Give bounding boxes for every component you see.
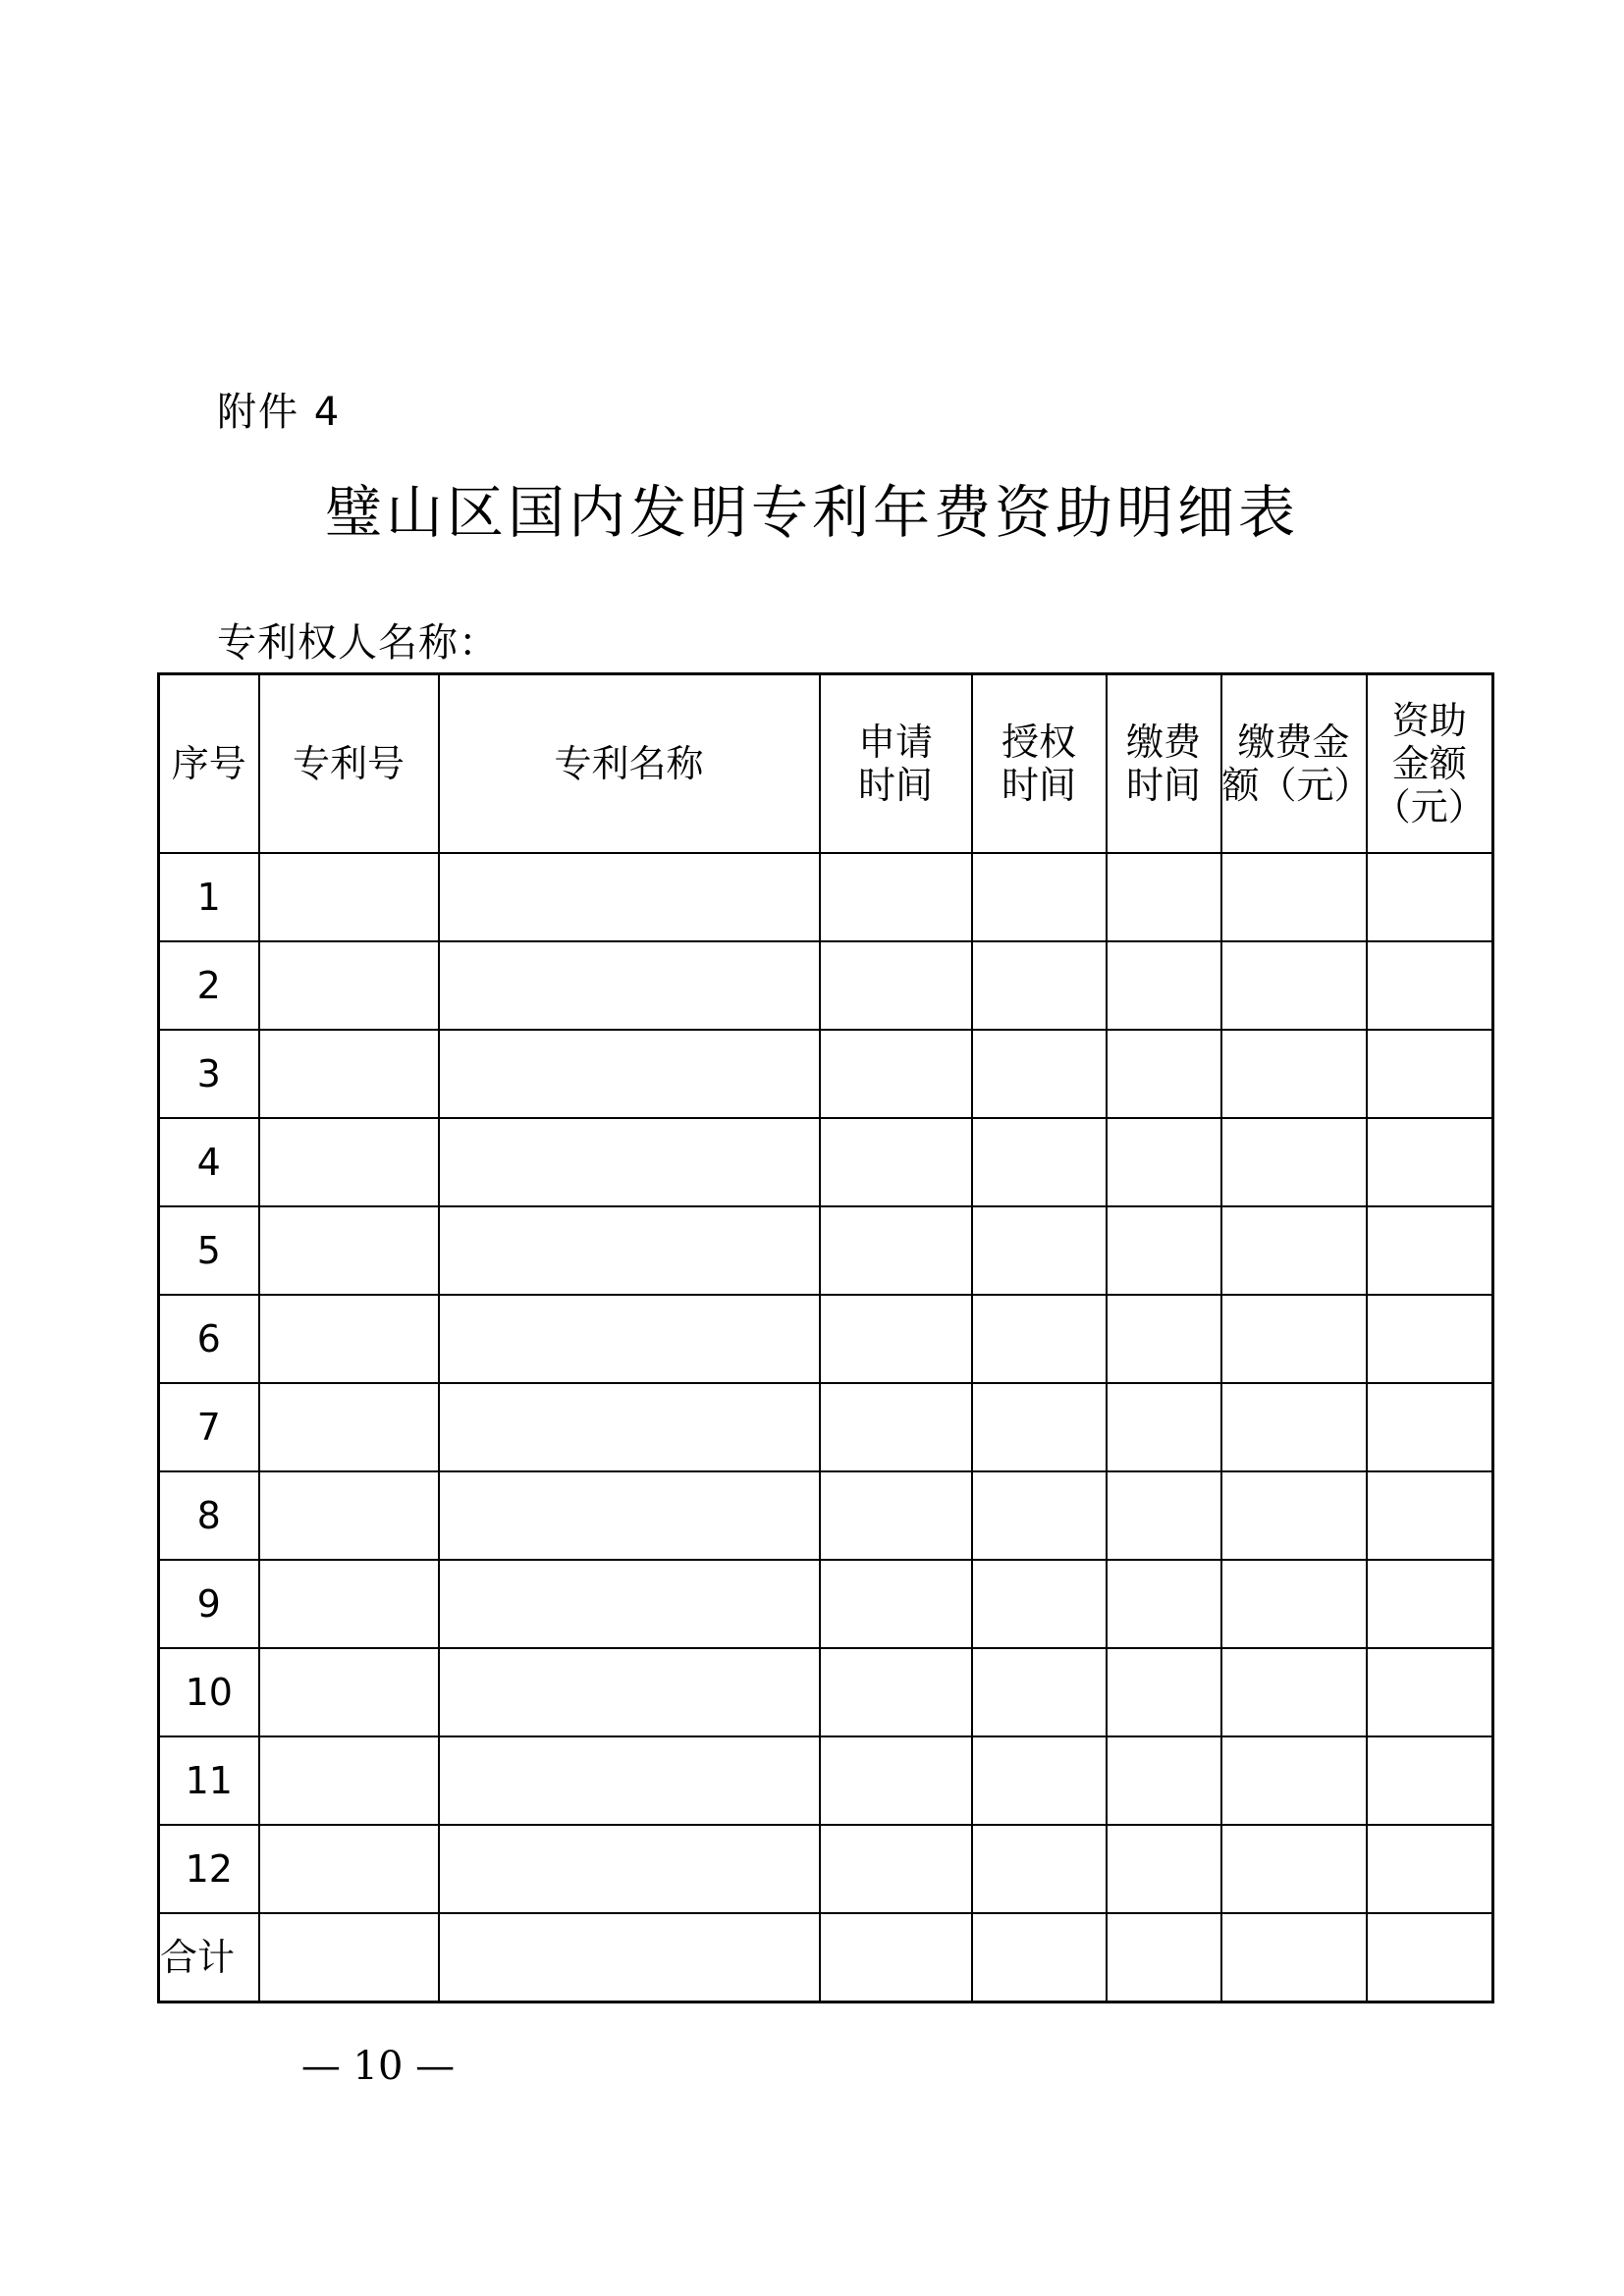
- serial-number-cell: 11: [159, 1736, 259, 1825]
- payment-time-cell[interactable]: [1107, 941, 1221, 1030]
- subsidy-amount-cell[interactable]: [1367, 1383, 1493, 1471]
- serial-number-cell: 5: [159, 1206, 259, 1295]
- patent-holder-label: 专利权人名称：: [217, 620, 499, 666]
- serial-number-cell: 12: [159, 1825, 259, 1913]
- header-line: （元）: [1373, 785, 1486, 828]
- serial-number-cell: 4: [159, 1118, 259, 1206]
- attachment-label: 附件 4: [217, 390, 342, 435]
- payment-amount-cell[interactable]: [1221, 1030, 1367, 1118]
- payment-time-cell[interactable]: [1107, 1736, 1221, 1825]
- patent-number-cell[interactable]: [259, 1206, 439, 1295]
- total-application-time-cell[interactable]: [820, 1913, 972, 2002]
- table-row: [159, 1206, 1493, 1295]
- payment-amount-cell[interactable]: [1221, 1736, 1367, 1825]
- payment-time-cell[interactable]: [1107, 1295, 1221, 1383]
- header-serial-number: [159, 674, 259, 854]
- grant-time-cell[interactable]: [972, 1383, 1107, 1471]
- payment-amount-cell[interactable]: [1221, 853, 1367, 941]
- payment-amount-cell[interactable]: [1221, 1648, 1367, 1736]
- header-line: 额（元）: [1221, 764, 1372, 807]
- grant-time-cell[interactable]: [972, 1206, 1107, 1295]
- header-application-time: [820, 674, 972, 854]
- header-line: 金额: [1391, 742, 1467, 785]
- total-label-cell: 合计: [159, 1913, 259, 2002]
- payment-amount-cell[interactable]: [1221, 941, 1367, 1030]
- payment-time-cell[interactable]: [1107, 1560, 1221, 1648]
- table-row: [159, 1118, 1493, 1206]
- table-row: [159, 853, 1493, 941]
- header-patent-name: [439, 674, 820, 854]
- serial-number-cell: 3: [159, 1030, 259, 1118]
- patent-name-cell[interactable]: [439, 941, 820, 1030]
- table-row: [159, 1736, 1493, 1825]
- subsidy-amount-cell[interactable]: [1367, 1206, 1493, 1295]
- subsidy-amount-cell[interactable]: [1367, 1560, 1493, 1648]
- grant-time-cell[interactable]: [972, 1825, 1107, 1913]
- application-time-cell[interactable]: [820, 1736, 972, 1825]
- serial-number-cell: 2: [159, 941, 259, 1030]
- table-row: [159, 1560, 1493, 1648]
- application-time-cell[interactable]: [820, 1206, 972, 1295]
- payment-amount-cell[interactable]: [1221, 1206, 1367, 1295]
- application-time-cell[interactable]: [820, 1030, 972, 1118]
- payment-amount-cell[interactable]: [1221, 1383, 1367, 1471]
- subsidy-amount-cell[interactable]: [1367, 941, 1493, 1030]
- total-payment-time-cell[interactable]: [1107, 1913, 1221, 2002]
- header-line: 缴费: [1125, 721, 1201, 764]
- payment-amount-cell[interactable]: [1221, 1471, 1367, 1560]
- total-row: [159, 1913, 1493, 2002]
- patent-number-cell[interactable]: [259, 1118, 439, 1206]
- header-line: 申请: [857, 721, 933, 764]
- total-subsidy-amount-cell[interactable]: [1367, 1913, 1493, 2002]
- application-time-cell[interactable]: [820, 941, 972, 1030]
- grant-time-cell[interactable]: [972, 853, 1107, 941]
- page-number: — 10 —: [300, 2044, 456, 2089]
- patent-name-cell[interactable]: [439, 1295, 820, 1383]
- header-line: 专利名称: [554, 742, 704, 785]
- patent-name-cell[interactable]: [439, 1648, 820, 1736]
- patent-name-cell[interactable]: [439, 1383, 820, 1471]
- table-row: [159, 1295, 1493, 1383]
- patent-name-cell[interactable]: [439, 1471, 820, 1560]
- patent-name-cell[interactable]: [439, 1118, 820, 1206]
- payment-amount-cell[interactable]: [1221, 1560, 1367, 1648]
- payment-time-cell[interactable]: [1107, 1118, 1221, 1206]
- header-payment-time: [1107, 674, 1221, 854]
- patent-number-cell[interactable]: [259, 853, 439, 941]
- patent-number-cell[interactable]: [259, 1383, 439, 1471]
- patent-number-cell[interactable]: [259, 1825, 439, 1913]
- table-row: [159, 1648, 1493, 1736]
- patent-number-cell[interactable]: [259, 1648, 439, 1736]
- payment-time-cell[interactable]: [1107, 1648, 1221, 1736]
- total-patent-number-cell[interactable]: [259, 1913, 439, 2002]
- grant-time-cell[interactable]: [972, 1736, 1107, 1825]
- header-line: 时间: [1125, 764, 1201, 807]
- table-row: [159, 1030, 1493, 1118]
- subsidy-amount-cell[interactable]: [1367, 1471, 1493, 1560]
- header-line: 专利号: [292, 742, 405, 785]
- patent-number-cell[interactable]: [259, 1736, 439, 1825]
- total-grant-time-cell[interactable]: [972, 1913, 1107, 2002]
- payment-amount-cell[interactable]: [1221, 1295, 1367, 1383]
- table-header-row: [159, 674, 1493, 854]
- grant-time-cell[interactable]: [972, 941, 1107, 1030]
- subsidy-amount-cell[interactable]: [1367, 1825, 1493, 1913]
- header-line: 资助: [1391, 699, 1467, 742]
- payment-time-cell[interactable]: [1107, 1206, 1221, 1295]
- table-row: [159, 1383, 1493, 1471]
- grant-time-cell[interactable]: [972, 1295, 1107, 1383]
- subsidy-amount-cell[interactable]: [1367, 1118, 1493, 1206]
- subsidy-amount-cell[interactable]: [1367, 1648, 1493, 1736]
- application-time-cell[interactable]: [820, 853, 972, 941]
- table-row: [159, 941, 1493, 1030]
- payment-amount-cell[interactable]: [1221, 1825, 1367, 1913]
- application-time-cell[interactable]: [820, 1118, 972, 1206]
- grant-time-cell[interactable]: [972, 1471, 1107, 1560]
- table-row: [159, 1471, 1493, 1560]
- header-grant-time: [972, 674, 1107, 854]
- header-patent-number: [259, 674, 439, 854]
- table-row: [159, 1825, 1493, 1913]
- serial-number-cell: 7: [159, 1383, 259, 1471]
- grant-time-cell[interactable]: [972, 1648, 1107, 1736]
- serial-number-cell: 9: [159, 1560, 259, 1648]
- header-line: 时间: [857, 764, 933, 807]
- grant-time-cell[interactable]: [972, 1118, 1107, 1206]
- header-line: 缴费金: [1237, 721, 1350, 764]
- application-time-cell[interactable]: [820, 1383, 972, 1471]
- application-time-cell[interactable]: [820, 1471, 972, 1560]
- patent-name-cell[interactable]: [439, 853, 820, 941]
- patent-number-cell[interactable]: [259, 941, 439, 1030]
- application-time-cell[interactable]: [820, 1648, 972, 1736]
- grant-time-cell[interactable]: [972, 1560, 1107, 1648]
- header-subsidy-amount: [1367, 674, 1493, 854]
- payment-time-cell[interactable]: [1107, 853, 1221, 941]
- document-title: 璧山区国内发明专利年费资助明细表: [324, 479, 1299, 546]
- payment-time-cell[interactable]: [1107, 1471, 1221, 1560]
- header-payment-amount: [1221, 674, 1372, 854]
- patent-name-cell[interactable]: [439, 1560, 820, 1648]
- patent-name-cell[interactable]: [439, 1736, 820, 1825]
- total-payment-amount-cell[interactable]: [1221, 1913, 1367, 2002]
- application-time-cell[interactable]: [820, 1295, 972, 1383]
- payment-amount-cell[interactable]: [1221, 1118, 1367, 1206]
- payment-time-cell[interactable]: [1107, 1030, 1221, 1118]
- annual-fee-subsidy-table: [157, 672, 1494, 2003]
- patent-number-cell[interactable]: [259, 1471, 439, 1560]
- patent-number-cell[interactable]: [259, 1030, 439, 1118]
- application-time-cell[interactable]: [820, 1560, 972, 1648]
- header-line: 序号: [171, 742, 246, 785]
- serial-number-cell: 10: [159, 1648, 259, 1736]
- subsidy-amount-cell[interactable]: [1367, 1736, 1493, 1825]
- application-time-cell[interactable]: [820, 1825, 972, 1913]
- grant-time-cell[interactable]: [972, 1030, 1107, 1118]
- header-line: 授权: [1001, 721, 1076, 764]
- subsidy-amount-cell[interactable]: [1367, 853, 1493, 941]
- serial-number-cell: 8: [159, 1471, 259, 1560]
- header-line: 时间: [1001, 764, 1076, 807]
- total-patent-name-cell[interactable]: [439, 1913, 820, 2002]
- patent-name-cell[interactable]: [439, 1030, 820, 1118]
- serial-number-cell: 6: [159, 1295, 259, 1383]
- subsidy-amount-cell[interactable]: [1367, 1030, 1493, 1118]
- subsidy-amount-cell[interactable]: [1367, 1295, 1493, 1383]
- serial-number-cell: 1: [159, 853, 259, 941]
- payment-time-cell[interactable]: [1107, 1383, 1221, 1471]
- patent-number-cell[interactable]: [259, 1560, 439, 1648]
- patent-number-cell[interactable]: [259, 1295, 439, 1383]
- payment-time-cell[interactable]: [1107, 1825, 1221, 1913]
- patent-name-cell[interactable]: [439, 1206, 820, 1295]
- patent-name-cell[interactable]: [439, 1825, 820, 1913]
